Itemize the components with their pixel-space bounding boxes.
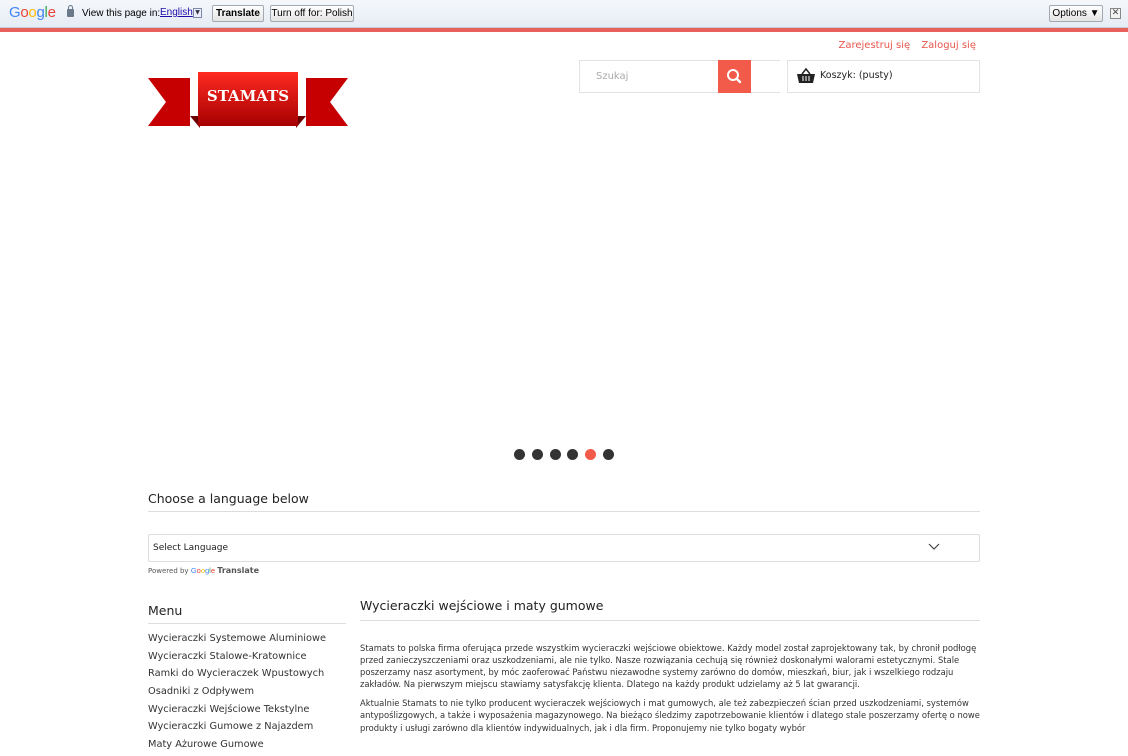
close-icon[interactable]: ✕ bbox=[1111, 8, 1120, 18]
powered-by-label: Powered by bbox=[148, 567, 189, 575]
stamats-logo[interactable] bbox=[148, 70, 348, 132]
content-paragraph: Stamats to polska firma oferująca przede wszystkim wycieraczki wejściowe obiektowe. Każdy model został zaprojektowany tak, by chronił podłogę przed zanieczyszczeniami oraz uszkodzeniami, ale nie tylko. Nasze rozwiązania cechują się również doskonałymi walorami estetycznymi. Stale poszerzamy nasz asortyment, by móc zaoferować Państwu niezawodne systemy zarówno do domów, mieszkań, biur, jak i wszelkiego rodzaju zakładów. Na pierwszym miejscu stawiamy satysfakcję klienta. Dlatego na każdy produkt udzielamy aż 5 lat gwarancji. bbox=[360, 643, 977, 690]
translate-word[interactable]: Translate bbox=[217, 566, 260, 575]
lock-icon bbox=[67, 9, 74, 17]
slider-dot[interactable] bbox=[603, 449, 614, 460]
menu-item[interactable]: Wycieraczki Stalowe-Kratownice bbox=[148, 650, 307, 662]
divider bbox=[148, 511, 980, 512]
search-input[interactable] bbox=[580, 61, 718, 92]
register-link[interactable]: Zarejestruj się bbox=[838, 40, 911, 51]
menu-item[interactable]: Wycieraczki Gumowe z Najazdem bbox=[148, 721, 314, 733]
search-icon bbox=[718, 60, 751, 93]
cart-label: Koszyk: (pusty) bbox=[820, 70, 893, 81]
translate-button[interactable]: Translate bbox=[212, 5, 264, 22]
ribbon-logo-icon bbox=[148, 70, 348, 132]
login-link[interactable]: Zaloguj się bbox=[921, 40, 976, 51]
menu-item[interactable]: Osadniki z Odpływem bbox=[148, 686, 255, 698]
divider bbox=[148, 623, 346, 624]
category-menu bbox=[148, 632, 348, 756]
logo-text: STAMATS bbox=[206, 87, 290, 105]
menu-item[interactable]: Ramki do Wycieraczek Wpustowych bbox=[148, 668, 325, 680]
slider-dot[interactable] bbox=[585, 449, 596, 460]
search-button[interactable] bbox=[718, 60, 751, 93]
basket-icon bbox=[796, 67, 816, 85]
slider-dot[interactable] bbox=[567, 449, 578, 460]
turn-off-button[interactable]: Turn off for: Polish bbox=[270, 5, 354, 22]
translate-bar bbox=[0, 0, 1128, 28]
chevron-down-icon bbox=[928, 543, 940, 551]
language-select-value: Select Language bbox=[153, 543, 229, 553]
google-wordmark: Google bbox=[190, 566, 216, 575]
slider-dot[interactable] bbox=[532, 449, 543, 460]
google-logo: Google bbox=[9, 4, 56, 21]
language-link[interactable]: English bbox=[160, 7, 193, 18]
view-page-label: View this page in: bbox=[82, 8, 161, 19]
content-paragraph: Aktualnie Stamats to nie tylko producent wycieraczek wejściowych i mat gumowych, ale też zabezpieczeń ścian przed uszkodzeniami, systemów antypoślizgowych, a także i wyposażenia magazynowego. Na bieżąco śledzimy zapotrzebowanie klientów i dlatego stale poszerzamy ofertę o nowe produkty i usługi zarówno dla klientów indywidualnych, jak i dla firm. Proponujemy nie tylko bogaty wybór bbox=[360, 698, 980, 733]
search-spacer bbox=[751, 60, 780, 93]
cart[interactable] bbox=[787, 60, 980, 93]
language-dropdown-icon[interactable]: ▼ bbox=[193, 8, 202, 18]
language-select[interactable] bbox=[148, 534, 980, 562]
language-section-title: Choose a language below bbox=[148, 491, 309, 506]
divider bbox=[360, 620, 980, 621]
slider-dot[interactable] bbox=[514, 449, 525, 460]
menu-item[interactable]: Wycieraczki Systemowe Aluminiowe bbox=[148, 633, 327, 644]
top-accent-line bbox=[0, 28, 1128, 32]
menu-item[interactable]: Maty Ażurowe Gumowe bbox=[148, 739, 264, 751]
content-title: Wycieraczki wejściowe i maty gumowe bbox=[360, 598, 604, 613]
powered-by-google-translate bbox=[148, 566, 259, 575]
account-links bbox=[831, 40, 977, 51]
slider-dot[interactable] bbox=[550, 449, 561, 460]
content-body bbox=[360, 642, 980, 741]
menu-item[interactable]: Wycieraczki Wejściowe Tekstylne bbox=[148, 703, 310, 715]
search-box bbox=[579, 60, 751, 93]
options-button[interactable]: Options ▼ bbox=[1049, 5, 1103, 22]
menu-title: Menu bbox=[148, 603, 183, 618]
